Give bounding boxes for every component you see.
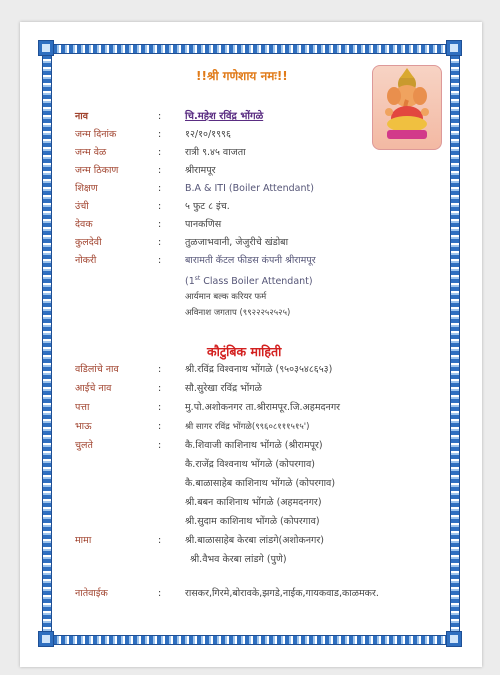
row-colon: : — [158, 440, 162, 451]
info-row-birthdate — [20, 126, 482, 144]
uncle-line — [20, 513, 482, 531]
document-page — [20, 22, 482, 667]
job-detail-line — [20, 304, 482, 322]
info-row-devak — [20, 216, 482, 234]
row-colon: : — [158, 364, 162, 375]
row-label: चुलते — [75, 440, 93, 451]
row-value: श्री.रविंद्र विश्वनाथ भोंगळे (९५०३५४८६५३) — [185, 364, 333, 375]
info-row-relatives — [20, 585, 482, 603]
info-row-birthplace — [20, 162, 482, 180]
info-row-address — [20, 399, 482, 417]
row-colon: : — [158, 129, 162, 140]
border-corner-bottom-left — [38, 631, 54, 647]
row-label: जन्म ठिकाण — [75, 165, 119, 176]
row-colon: : — [158, 402, 162, 413]
candidate-name: चि.महेश रविंद्र भोंगळे — [185, 111, 264, 122]
decorative-border-top — [45, 44, 457, 54]
info-row-father — [20, 361, 482, 379]
row-label: नोकरी — [75, 255, 97, 266]
uncle-value: श्री.बबन काशिनाथ भोंगळे (अहमदनगर) — [185, 497, 322, 508]
row-label: भाऊ — [75, 421, 92, 432]
row-label: मामा — [75, 535, 92, 546]
row-colon: : — [158, 421, 162, 432]
uncle-line — [20, 475, 482, 493]
row-label: शिक्षण — [75, 183, 98, 194]
row-value: श्री सागर रविंद्र भोंगळे(९९६०८१११५१५') — [185, 422, 310, 432]
job-detail-prefix: (1 — [185, 276, 195, 288]
info-row-education — [20, 180, 482, 198]
row-value: मु.पो.अशोकनगर ता.श्रीरामपूर.जि.अहमदनगर — [185, 402, 341, 413]
decorative-border-bottom — [45, 635, 457, 645]
info-row-uncles — [20, 437, 482, 455]
row-label: उंची — [75, 201, 89, 212]
info-row-brother — [20, 418, 482, 436]
row-value: B.A & ITI (Boiler Attendant) — [185, 183, 314, 194]
family-section-title: कौटुंबिक माहिती — [207, 344, 282, 359]
row-colon: : — [158, 237, 162, 248]
invocation-heading: !!श्री गणेशाय नमः!! — [196, 69, 288, 83]
row-label: कुलदेवी — [75, 237, 102, 248]
info-row-job — [20, 252, 482, 270]
border-corner-top-left — [38, 40, 54, 56]
row-colon: : — [158, 255, 162, 266]
row-colon: : — [158, 165, 162, 176]
info-row-height — [20, 198, 482, 216]
row-colon: : — [158, 183, 162, 194]
border-corner-top-right — [446, 40, 462, 56]
uncle-value: कै.राजेंद्र विश्वनाथ भोंगळे (कोपरगाव) — [185, 459, 315, 470]
row-colon: : — [158, 111, 162, 122]
row-value: रात्री ९.४५ वाजता — [185, 147, 246, 158]
job-detail-sup: st — [194, 275, 201, 282]
row-label: जन्म दिनांक — [75, 129, 117, 140]
row-value: रासकर,गिरमे,बोरावके,झगडे,नाईक,गायकवाड,काळमकर. — [185, 588, 379, 599]
row-value: तुळजाभवानी, जेजुरीचे खंडोबा — [185, 237, 289, 248]
mama-line — [20, 551, 482, 569]
job-detail-line — [20, 270, 482, 288]
row-value: बारामती कॅटल फीडस कंपनी श्रीरामपूर — [185, 255, 316, 266]
job-contact: अविनाश जगताप (९९२२२५२५२५) — [185, 308, 291, 318]
info-row-mama — [20, 532, 482, 550]
info-row-name — [20, 108, 482, 126]
border-corner-bottom-right — [446, 631, 462, 647]
row-colon: : — [158, 147, 162, 158]
uncle-line — [20, 456, 482, 474]
row-value: कै.शिवाजी काशिनाथ भोंगळे (श्रीरामपूर) — [185, 440, 323, 451]
row-label: जन्म वेळ — [75, 147, 107, 158]
job-detail-rest: Class Boiler Attendant) — [200, 276, 313, 288]
info-row-mother — [20, 380, 482, 398]
row-label: वडिलांचे नाव — [75, 364, 119, 375]
row-colon: : — [158, 383, 162, 394]
row-value: ५ फुट ८ इंच. — [185, 201, 230, 212]
row-label: देवक — [75, 219, 93, 230]
uncle-line — [20, 494, 482, 512]
uncle-value: श्री.सुदाम काशिनाथ भोंगळे (कोपरगाव) — [185, 516, 320, 527]
row-value: १२/१०/१९९६ — [185, 129, 231, 140]
info-row-kuldevi — [20, 234, 482, 252]
uncle-value: कै.बाळासाहेब काशिनाथ भोंगळे (कोपरगाव) — [185, 478, 336, 489]
row-value: श्री.बाळासाहेब केरबा लांडगे(अशोकनगर) — [185, 535, 324, 546]
mama-value: श्री.वैभव केरबा लांडगे (पुणे) — [190, 554, 287, 565]
row-colon: : — [158, 588, 162, 599]
row-value: पानकणिस — [185, 219, 222, 230]
row-colon: : — [158, 201, 162, 212]
info-row-birthtime — [20, 144, 482, 162]
row-label: नाव — [75, 111, 89, 122]
job-employer: आर्यमान बल्क करियर फर्म — [185, 292, 267, 302]
row-label: आईचे नाव — [75, 383, 112, 394]
row-label: नातेवाईक — [75, 588, 108, 599]
row-colon: : — [158, 535, 162, 546]
row-value: श्रीरामपूर — [185, 165, 216, 176]
row-value: सौ.सुरेखा रविंद्र भोंगळे — [185, 383, 262, 394]
row-label: पत्ता — [75, 402, 90, 413]
row-colon: : — [158, 219, 162, 230]
